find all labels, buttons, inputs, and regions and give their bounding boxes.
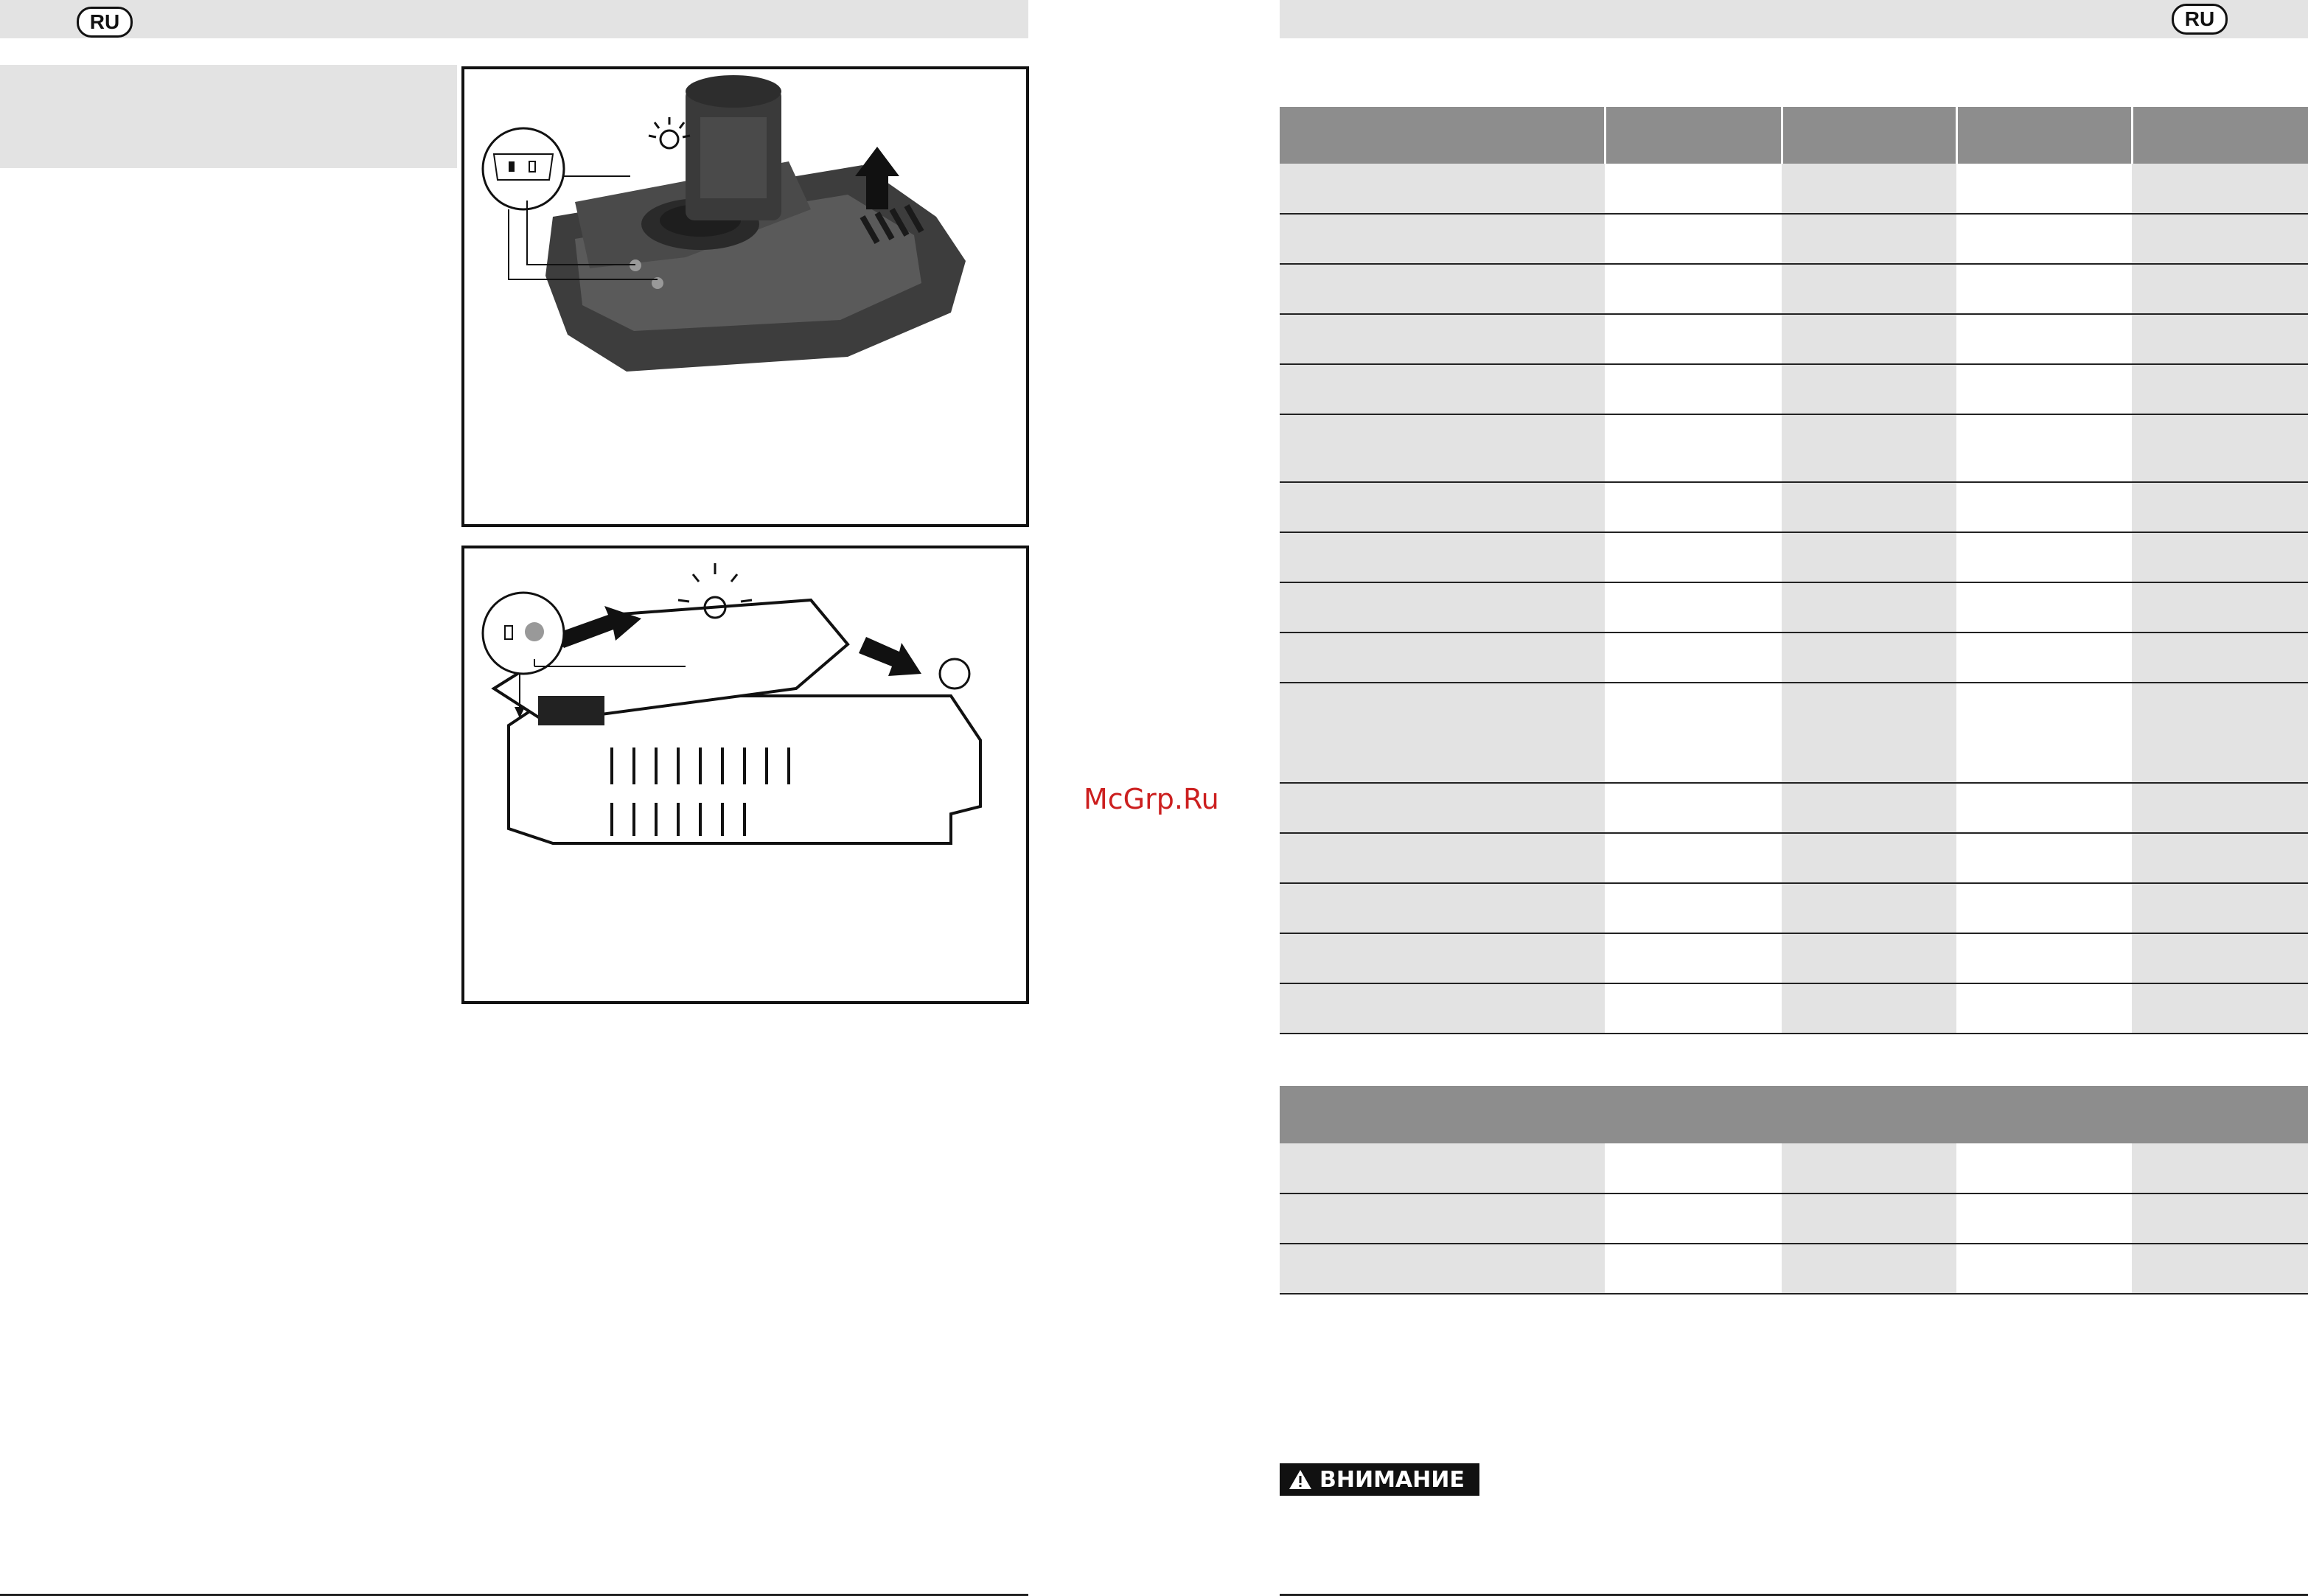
table-header-row: [1280, 107, 2308, 164]
figure-insert-battery: [461, 546, 1029, 1004]
table-row: [1280, 933, 2308, 983]
figure-remove-battery: [461, 66, 1029, 527]
table-row: [1280, 1143, 2308, 1193]
table-row: [1280, 214, 2308, 264]
table-row: [1280, 683, 2308, 783]
battery-insertion-illustration: [464, 548, 1026, 1001]
table-row: [1280, 414, 2308, 482]
left-section-heading-box: [0, 65, 457, 168]
led-callout-circle: [483, 128, 564, 209]
header-cell: [1782, 107, 1956, 164]
table-row: [1280, 783, 2308, 833]
table-row: [1280, 364, 2308, 414]
table-row: [1280, 264, 2308, 314]
header-cell: [1280, 107, 1605, 164]
charger-battery-illustration: [464, 69, 1026, 524]
led-callout-circle: [483, 593, 564, 674]
table-row: [1280, 582, 2308, 633]
watermark-text: McGrp.Ru: [1084, 783, 1219, 815]
header-cell: [1605, 107, 1782, 164]
warning-label: [1280, 1463, 1479, 1496]
table-row: [1280, 883, 2308, 933]
left-page-header-bar: [0, 0, 1028, 38]
light-bulb-icon: [649, 117, 690, 148]
step-circle-2: [940, 659, 969, 689]
table-row: [1280, 532, 2308, 582]
warning-triangle-icon: [1289, 1469, 1312, 1490]
header-cell: [2132, 107, 2308, 164]
left-language-badge: RU: [77, 7, 133, 38]
right-language-badge: RU: [2172, 4, 2228, 35]
warning-text: ВНИМАНИЕ: [1319, 1466, 1465, 1493]
right-page-header-bar: [1280, 0, 2308, 38]
second-table: [1280, 1143, 2308, 1294]
table-row: [1280, 833, 2308, 883]
header-cell: [1956, 107, 2132, 164]
table-row: [1280, 633, 2308, 683]
specifications-table: [1280, 107, 2308, 1034]
table-row: [1280, 983, 2308, 1034]
table-row: [1280, 314, 2308, 364]
table-row: [1280, 1244, 2308, 1294]
table-row: [1280, 164, 2308, 214]
table-row: [1280, 482, 2308, 532]
table-row: [1280, 1193, 2308, 1244]
second-table-header: [1280, 1086, 2308, 1143]
